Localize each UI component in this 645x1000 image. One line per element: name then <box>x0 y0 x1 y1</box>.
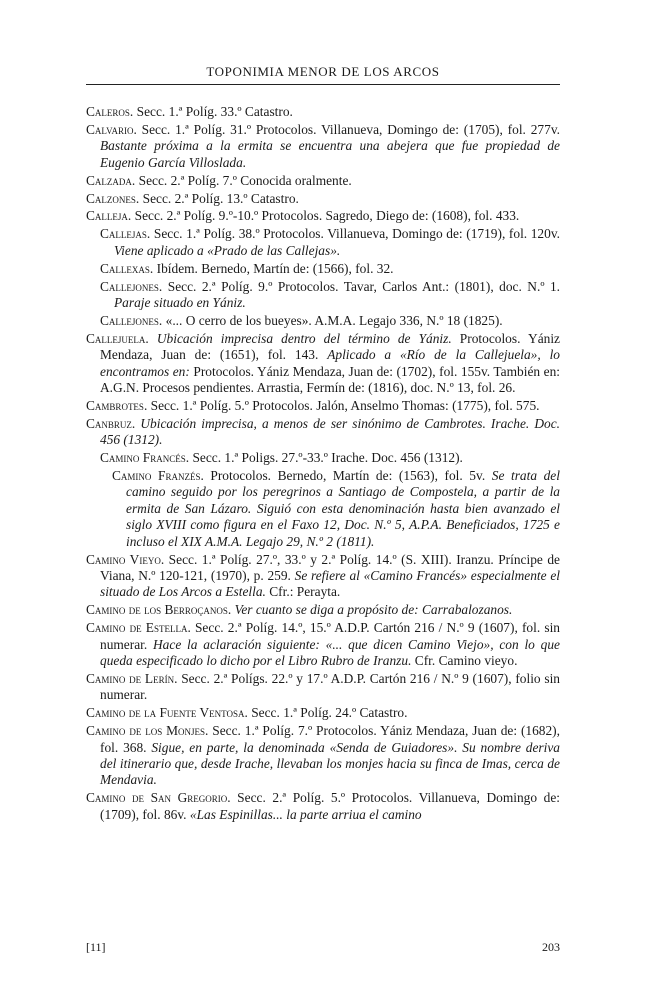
entry <box>100 261 560 277</box>
entry-headword: Callexas. <box>100 260 154 276</box>
entry-headword: Camino de Estella. <box>86 620 191 636</box>
entry-text: Cfr.: Peraytа. <box>265 584 341 600</box>
footer-section-number: [11] <box>86 940 106 954</box>
entry-text: Secc. 2.ª Políg. 13.º Catastro. <box>139 190 299 206</box>
entry-headword: Camino de San Gregorio. <box>86 790 231 806</box>
entry-headword: Callejuela. <box>86 330 149 346</box>
entry-italic-text: Ubicación imprecisa dentro del término de Yániz. <box>156 330 452 346</box>
entry-italic-text: Aplicado a «Río de la Callejuela», lo encontramos en: <box>100 347 560 379</box>
entry-italic-text: Bastante próxima a la ermita se encuentra una abejera que fue propiedad de Eugenio García Villoslada. <box>100 138 560 170</box>
entry-text: Secc. 1.ª Políg. 5.º Protocolos. Jalón, Anselmo Thomas: (1775), fol. 575. <box>147 397 540 413</box>
entry-headword: Calzones. <box>86 190 140 206</box>
entry-headword: Camino Franzés. <box>112 468 204 484</box>
entry-italic-text: Ubicación imprecisa, a menos de ser sinónimo de Cambrotes. Irache. Doc. 456 (1312). <box>100 415 560 448</box>
entry <box>86 173 560 189</box>
running-header: TOPONIMIA MENOR DE LOS ARCOS <box>206 64 440 79</box>
entry-headword: Callejones. <box>100 312 163 328</box>
entry-text: Secc. 1.ª Políg. 7.º Protocolos. Yániz Mendaza, Juan de: (1682), fol. 368. <box>100 723 560 755</box>
entry <box>86 705 560 721</box>
entry-headword: Camino de la Fuente Ventosa. <box>86 705 248 721</box>
entry-headword: Callejones. <box>100 278 163 294</box>
entry-text: Secc. 1.ª Políg. 27.º, 33.º y 2.ª Políg. 14.º (S. XIII). Iranzu. Príncipe de Viana, N.º 120-121, (1970), p. 259. <box>100 551 560 583</box>
entry-text: Protocolos. Yániz Mendaza, Juan de: (1651), fol. 143. <box>100 330 560 363</box>
entry-text: Secc. 2.ª Políg. 9.º Protocolos. Tavar, Carlos Ant.: (1801), doc. N.º 1. <box>162 278 560 294</box>
entry-headword: Camino Vieyo. <box>86 551 165 567</box>
entry-italic-text: Ver cuanto se diga a propósito de: Carrabalozanos. <box>234 602 513 618</box>
entry-text: «... O cerro de los bueyes». A.M.A. Legajo 336, N.º 18 (1825). <box>162 312 503 328</box>
entry-headword: Canbruz. <box>86 415 136 431</box>
entry-headword: Calvario. <box>86 121 137 137</box>
entry-headword: Calzada. <box>86 172 136 188</box>
entry-italic-text: Sigue, en parte, la denominada «Senda de Guiadores». Su nombre deriva del itinerario que, desde Irache, llevaban los monjes hacia su finca de Imas, cerca de Mendavia. <box>100 739 560 788</box>
entry <box>86 208 560 224</box>
header-rule <box>86 84 560 85</box>
entry-headword: Camino Francés. <box>100 450 190 466</box>
entry-text: Secc. 1.ª Políg. 24.º Catastro. <box>247 705 408 721</box>
entry <box>100 450 560 466</box>
entry <box>86 104 560 120</box>
entry-text: Secc. 2.ª Políg. 14.º, 15.º A.D.P. Cartón 216 / N.º 9 (1607), fol. sin numerar. <box>100 620 560 652</box>
page-number: 203 <box>542 940 560 954</box>
entry-text: Secc. 2.ª Políg. 5.º Protocolos. Villanueva, Domingo de: (1709), fol. 86v. <box>100 790 560 822</box>
glossary-entries <box>86 104 560 825</box>
entry-text: Secc. 1.ª Políg. 38.º Protocolos. Villanueva, Domingo de: (1719), fol. 120v. <box>150 226 560 242</box>
entry <box>86 671 560 704</box>
entry-text: Secc. 1.ª Poligs. 27.º-33.º Irache. Doc. 456 (1312). <box>189 450 463 466</box>
entry-headword: Caleros. <box>86 104 134 119</box>
entry-text: Protocolos. Bernedo, Martín de: (1563), fol. 5v. <box>203 468 492 484</box>
entry-headword: Callejas. <box>100 226 151 242</box>
entry <box>112 468 560 550</box>
entry <box>86 122 560 171</box>
entry-text: Ibídem. Bernedo, Martín de: (1566), fol. 32. <box>153 260 394 276</box>
entry-italic-text: Paraje situado en Yániz. <box>114 294 246 310</box>
entry-text: Secc. 1.ª Políg. 31.º Protocolos. Villanueva, Domingo de: (1705), fol. 277v. <box>136 121 560 137</box>
entry-headword: Camino de los Berroçanos. <box>86 602 232 618</box>
entry-text: Secc. 2.ª Políg. 7.º Conocida oralmente. <box>135 172 352 188</box>
entry <box>86 723 560 789</box>
entry <box>86 602 560 618</box>
entry <box>86 620 560 669</box>
entry <box>100 226 560 259</box>
entry-headword: Calleja. <box>86 208 132 224</box>
entry-text <box>149 331 157 346</box>
entry-italic-text: Se refiere al «Camino Francés» especialmente el situado de Los Arcos a Estella. <box>100 567 560 600</box>
entry-headword: Camino de los Monjes. <box>86 723 209 739</box>
entry <box>86 552 560 601</box>
entry-headword: Camino de Lerín. <box>86 670 178 686</box>
entry-italic-text: Se trata del camino seguido por los peregrinos a Santiago de Compostela, a partir de la ermita de San Lázaro. Siguió con esta denominación hasta bien avanzado el siglo XVIII como figura en el Faxo 12, Doc. N.º 5, A.P.A. Beneficiados, 1725 e incluso el XIX A.M.A. Legajo 29, N.º 2 (1811). <box>126 468 560 549</box>
entry <box>100 313 560 329</box>
entry <box>86 416 560 449</box>
entry <box>86 331 560 397</box>
entry-headword: Cambrotes. <box>86 397 148 413</box>
entry <box>86 398 560 414</box>
entry-italic-text: «Las Espinillas... la parte arriua el camino <box>189 806 422 822</box>
entry <box>86 790 560 823</box>
entry-text: Secc. 2.ª Polígs. 22.º y 17.º A.D.P. Cartón 216 / N.º 9 (1607), folio sin numerar. <box>100 670 561 703</box>
entry-text: Secc. 1.ª Políg. 33.º Catastro. <box>133 104 293 119</box>
entry-italic-text: Viene aplicado a «Prado de las Callejas». <box>114 242 341 258</box>
entry-text: Protocolos. Yániz Mendaza, Juan de: (1702), fol. 155v. También en: A.G.N. Procesos pendientes. Arrastia, Fermín de: (1816), doc. N.º 13, fol. 26. <box>100 363 560 395</box>
entry-text: Secc. 2.ª Políg. 9.º-10.º Protocolos. Sagredo, Diego de: (1608), fol. 433. <box>131 208 520 224</box>
entry-text: Cfr. Camino vieyo. <box>411 653 518 668</box>
entry <box>86 191 560 207</box>
entry-italic-text: Hace la aclaración siguiente: «... que dicen Camino Viejo», con lo que queda especificado lo dicho por el Libro Rubro de Iranzu. <box>100 636 560 668</box>
entry <box>100 279 560 312</box>
